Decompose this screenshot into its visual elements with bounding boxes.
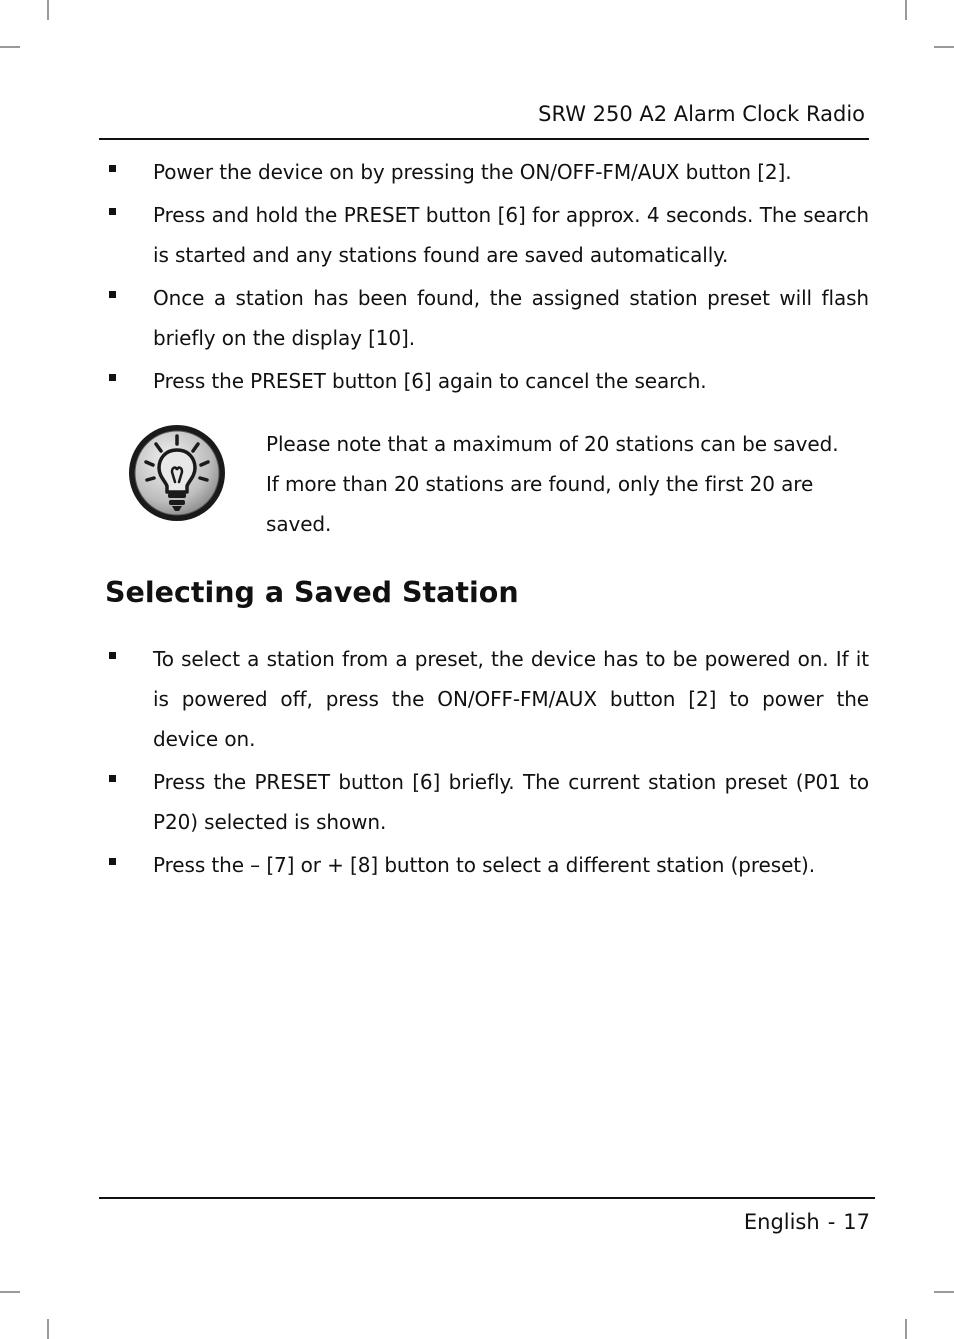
section-heading: Selecting a Saved Station: [105, 576, 519, 609]
list-item-text: Power the device on by pressing the ON/OFF-FM/AUX button [2].: [153, 160, 792, 184]
list-item-text: Press the PRESET button [6] again to cancel the search.: [153, 369, 707, 393]
note-text: [266, 424, 866, 544]
crop-mark: [47, 1319, 49, 1339]
list-item: [105, 762, 869, 842]
crop-mark: [47, 0, 49, 20]
crop-mark: [905, 0, 907, 20]
running-header: SRW 250 A2 Alarm Clock Radio: [538, 102, 865, 126]
bullet-square-icon: [109, 208, 116, 215]
list-item: [105, 845, 869, 885]
note-line: saved.: [266, 512, 332, 536]
lightbulb-icon: [126, 422, 228, 524]
list-item: [105, 361, 869, 401]
note-line: If more than 20 stations are found, only the first 20 are: [266, 472, 814, 496]
crop-mark: [0, 1291, 20, 1293]
footer-language: English: [743, 1210, 820, 1234]
footer-rule: [99, 1197, 875, 1199]
bullet-square-icon: [109, 165, 116, 172]
list-item: [105, 278, 869, 358]
page-footer: [744, 1208, 870, 1236]
list-item-text: Press and hold the PRESET button [6] for approx. 4 seconds. The search is started and any stations found are saved automatically.: [153, 203, 869, 267]
bullet-square-icon: [109, 858, 116, 865]
crop-mark: [0, 46, 20, 48]
list-item-text: Press the PRESET button [6] briefly. The current station preset (P01 to P20) selected is shown.: [153, 770, 869, 834]
list-item: [105, 195, 869, 275]
bullet-square-icon: [109, 291, 116, 298]
footer-separator: -: [827, 1210, 836, 1234]
crop-mark: [934, 46, 954, 48]
list-item: [105, 152, 869, 192]
bullet-list: [105, 152, 869, 404]
crop-mark: [934, 1291, 954, 1293]
page-number: 17: [843, 1210, 870, 1234]
list-item-text: Once a station has been found, the assigned station preset will flash briefly on the display [10].: [153, 286, 869, 350]
list-item-text: Press the – [7] or + [8] button to select a different station (preset).: [153, 853, 815, 877]
list-item: [105, 639, 869, 759]
list-item-text: To select a station from a preset, the device has to be powered on. If it is powered off, press the ON/OFF-FM/AUX button [2] to power the device on.: [153, 647, 869, 751]
bullet-list: [105, 639, 869, 888]
bullet-square-icon: [109, 652, 116, 659]
bullet-square-icon: [109, 775, 116, 782]
header-rule: [99, 138, 869, 140]
note-line: Please note that a maximum of 20 stations can be saved.: [266, 432, 839, 456]
crop-mark: [905, 1319, 907, 1339]
bullet-square-icon: [109, 374, 116, 381]
